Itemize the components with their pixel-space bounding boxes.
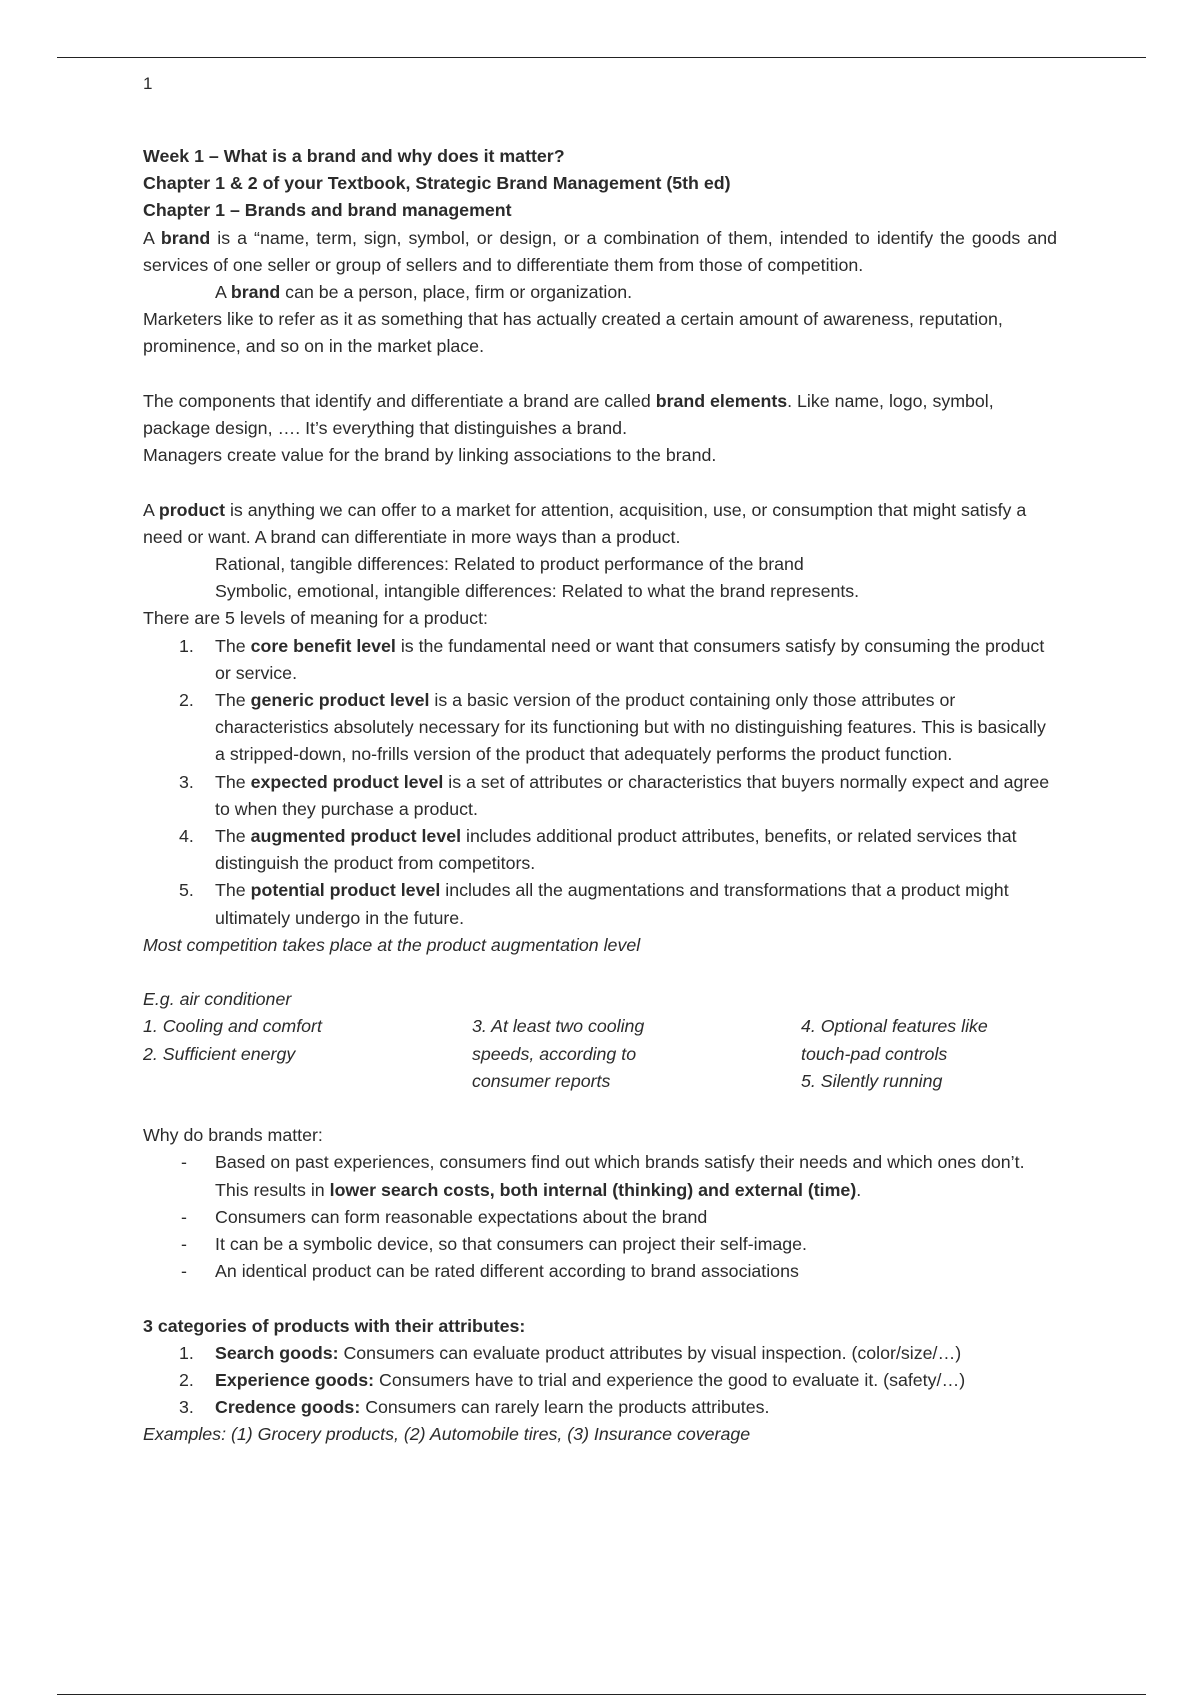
- list-item: - It can be a symbolic device, so that consumers can project their self-image.: [181, 1234, 807, 1255]
- example-column-1: [143, 1013, 472, 1095]
- list-item: - An identical product can be rated different according to brand associations: [181, 1261, 799, 1282]
- example-columns: [143, 1013, 1057, 1095]
- product-levels-list: [143, 633, 1057, 932]
- brand-can-be: A brand can be a person, place, firm or organization.: [215, 282, 633, 303]
- list-item: 1. The core benefit level is the fundamental need or want that consumers satisfy by consuming the product or service.: [179, 635, 1045, 683]
- example-line: 4. Optional features like: [801, 1016, 988, 1037]
- list-item: - Based on past experiences, consumers find out which brands satisfy their needs and which ones don’t. This results in lower search costs, both internal (thinking) and external (time).: [181, 1152, 1025, 1200]
- example-column-3: [801, 1013, 1057, 1095]
- brand-definition: A brand is a “name, term, sign, symbol, or design, or a combination of them, intended to identify the goods and services of one seller or group of sellers and to differentiate them from those of competition.: [143, 227, 1057, 275]
- example-line: speeds, according to: [472, 1043, 637, 1064]
- rational-differences: Rational, tangible differences: Related to product performance of the brand: [215, 554, 804, 575]
- example-line: 5. Silently running: [801, 1070, 943, 1091]
- brand-elements-paragraph: The components that identify and differentiate a brand are called brand elements. Like name, logo, symbol, package design, …. It’s everything that distinguishes a brand.: [143, 390, 994, 439]
- example-title: E.g. air conditioner: [143, 989, 292, 1010]
- chapters-heading: Chapter 1 & 2 of your Textbook, Strategic Brand Management (5th ed): [143, 173, 731, 194]
- footer-rule: [57, 1694, 1146, 1695]
- week-heading: Week 1 – What is a brand and why does it matter?: [143, 146, 565, 166]
- example-line: 2. Sufficient energy: [143, 1043, 296, 1064]
- levels-intro: There are 5 levels of meaning for a product:: [143, 608, 488, 629]
- product-definition: A product is anything we can offer to a market for attention, acquisition, use, or consumption that might satisfy a need or want. A brand can differentiate in more ways than a product.: [143, 499, 1027, 547]
- managers-paragraph: Managers create value for the brand by linking associations to the brand.: [143, 445, 717, 466]
- example-column-2: [472, 1013, 801, 1095]
- header-rule: [57, 57, 1146, 58]
- categories-list: [143, 1340, 1057, 1422]
- categories-title: 3 categories of products with their attributes:: [143, 1315, 526, 1336]
- list-item: 4. The augmented product level includes additional product attributes, benefits, or related services that distinguish the product from competitors.: [179, 826, 1017, 874]
- page-number: 1: [143, 74, 153, 93]
- list-item: 1. Search goods: Consumers can evaluate product attributes by visual inspection. (color/size/…): [179, 1342, 962, 1363]
- competition-note: Most competition takes place at the product augmentation level: [143, 934, 641, 955]
- list-item: 2. The generic product level is a basic version of the product containing only those attributes or characteristics absolutely necessary for its functioning but with no distinguishing features. This is basically a stripped-down, no-frills version of the product that adequately performs the product function.: [179, 690, 1046, 765]
- symbolic-differences: Symbolic, emotional, intangible differences: Related to what the brand represents.: [215, 581, 860, 602]
- list-item: 5. The potential product level includes all the augmentations and transformations that a product might ultimately undergo in the future.: [179, 880, 1009, 928]
- marketers-paragraph: Marketers like to refer as it as something that has actually created a certain amount of awareness, reputation, prominence, and so on in the market place.: [143, 309, 1003, 357]
- document-body: [143, 143, 1057, 1449]
- example-line: touch-pad controls: [801, 1043, 948, 1064]
- list-item: 3. The expected product level is a set of attributes or characteristics that buyers normally expect and agree to when they purchase a product.: [179, 771, 1050, 819]
- list-item: 3. Credence goods: Consumers can rarely learn the products attributes.: [179, 1397, 770, 1418]
- example-line: consumer reports: [472, 1070, 611, 1091]
- categories-examples: Examples: (1) Grocery products, (2) Automobile tires, (3) Insurance coverage: [143, 1424, 751, 1445]
- chapter1-heading: Chapter 1 – Brands and brand management: [143, 200, 512, 221]
- why-brands-matter-title: Why do brands matter:: [143, 1125, 323, 1146]
- example-line: 1. Cooling and comfort: [143, 1016, 322, 1037]
- list-item: 2. Experience goods: Consumers have to trial and experience the good to evaluate it. (safety/…): [179, 1370, 966, 1391]
- why-brands-matter-list: [143, 1149, 1057, 1285]
- example-line: 3. At least two cooling: [472, 1016, 645, 1037]
- list-item: - Consumers can form reasonable expectations about the brand: [181, 1206, 708, 1227]
